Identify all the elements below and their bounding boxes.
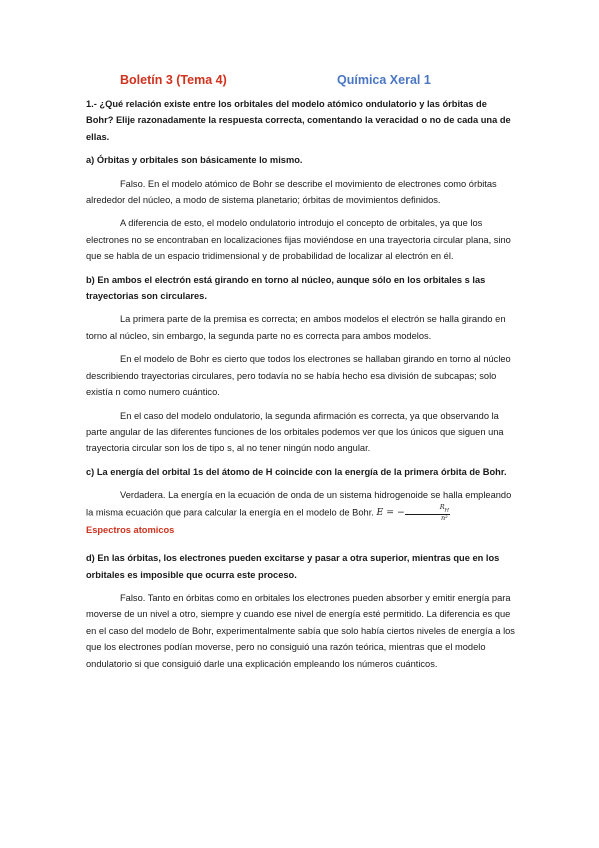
page-header	[0, 73, 599, 93]
formula-lhs: E = −	[376, 507, 405, 519]
option-d-paragraph-1: Falso. Tanto en órbitas como en orbitales los electrones pueden absorber y emitir energía para moverse de un nivel a otro, siempre y cuando ese nivel de energía esté permitido. La diferencia es que en el caso del modelo de Bohr, experimentalmente sabía que solo había ciertos niveles de energía a los que los electrones podían moverse, pero no consiguió una razón teórica, mientras que el modelo ondulatorio si que consiguió darle una explicación empleando los números cuánticos.	[86, 593, 515, 669]
course-title: Química Xeral 1	[337, 73, 431, 87]
option-c-paragraph-1	[86, 487, 516, 522]
atomic-spectra-link[interactable]: Espectros atomicos	[86, 524, 175, 535]
option-c-heading: c) La energía del orbital 1s del átomo de H coincide con la energía de la primera órbita de Bohr.	[86, 466, 507, 477]
option-b-heading: b) En ambos el electrón está girando en torno al núcleo, aunque sólo en los orbitales s las trayectorias son circulares.	[86, 274, 486, 302]
option-d-heading: d) En las órbitas, los electrones pueden excitarse y pasar a otra superior, mientras que en los orbitales es imposible que ocurra este proceso.	[86, 553, 500, 580]
bulletin-title: Boletín 3 (Tema 4)	[120, 73, 227, 87]
formula-numerator-subscript: H	[444, 506, 450, 513]
option-a-heading: a) Órbitas y orbitales son básicamente lo mismo.	[86, 155, 303, 166]
document-body	[86, 96, 516, 679]
option-b-paragraph-1: La primera parte de la premisa es correcta; en ambos modelos el electrón se halla girando en torno al núcleo, sin embargo, la segunda parte no es correcta para ambos modelos.	[86, 314, 506, 341]
formula-fraction	[405, 504, 450, 522]
option-b-paragraph-2: En el modelo de Bohr es cierto que todos los electrones se hallaban girando en torno al núcleo describiendo trayectorias circulares, pero todavía no se había hecho esa división de subcapas; solo existía n como numero cuántico.	[86, 354, 511, 398]
option-a-paragraph-1: Falso. En el modelo atómico de Bohr se describe el movimiento de electrones como órbitas alrededor del núcleo, a modo de sistema planetario; órbitas de movimientos definidos.	[86, 178, 497, 206]
option-c-text: Verdadera. La energía en la ecuación de onda de un sistema hidrogenoide se halla empleando la misma ecuación que para calcular la energía en el modelo de Bohr.	[86, 490, 512, 518]
energy-formula	[376, 502, 450, 522]
option-b-paragraph-3: En el caso del modelo ondulatorio, la segunda afirmación es correcta, ya que observando la parte angular de las diferentes funciones de los orbitales podemos ver que los únicos que siguen una trayectoria circular son los de tipo s, al no tener ningún nodo angular.	[86, 410, 504, 454]
question-1: 1.- ¿Qué relación existe entre los orbitales del modelo atómico ondulatorio y las órbitas de Bohr? Elije razonadamente la respuesta correcta, comentando la veracidad o no de cada una de ellas.	[86, 99, 511, 142]
option-a-paragraph-2: A diferencia de esto, el modelo ondulatorio introdujo el concepto de orbitales, ya que los electrones no se encontraban en localizaciones fijas moviéndose en una trayectoria circular plana, sino que se habla de un espacio tridimensional y de probabilidad de localizar al electrón en él.	[86, 218, 511, 262]
formula-denominator: n²	[440, 513, 448, 522]
formula-numerator-symbol: R	[439, 502, 445, 511]
